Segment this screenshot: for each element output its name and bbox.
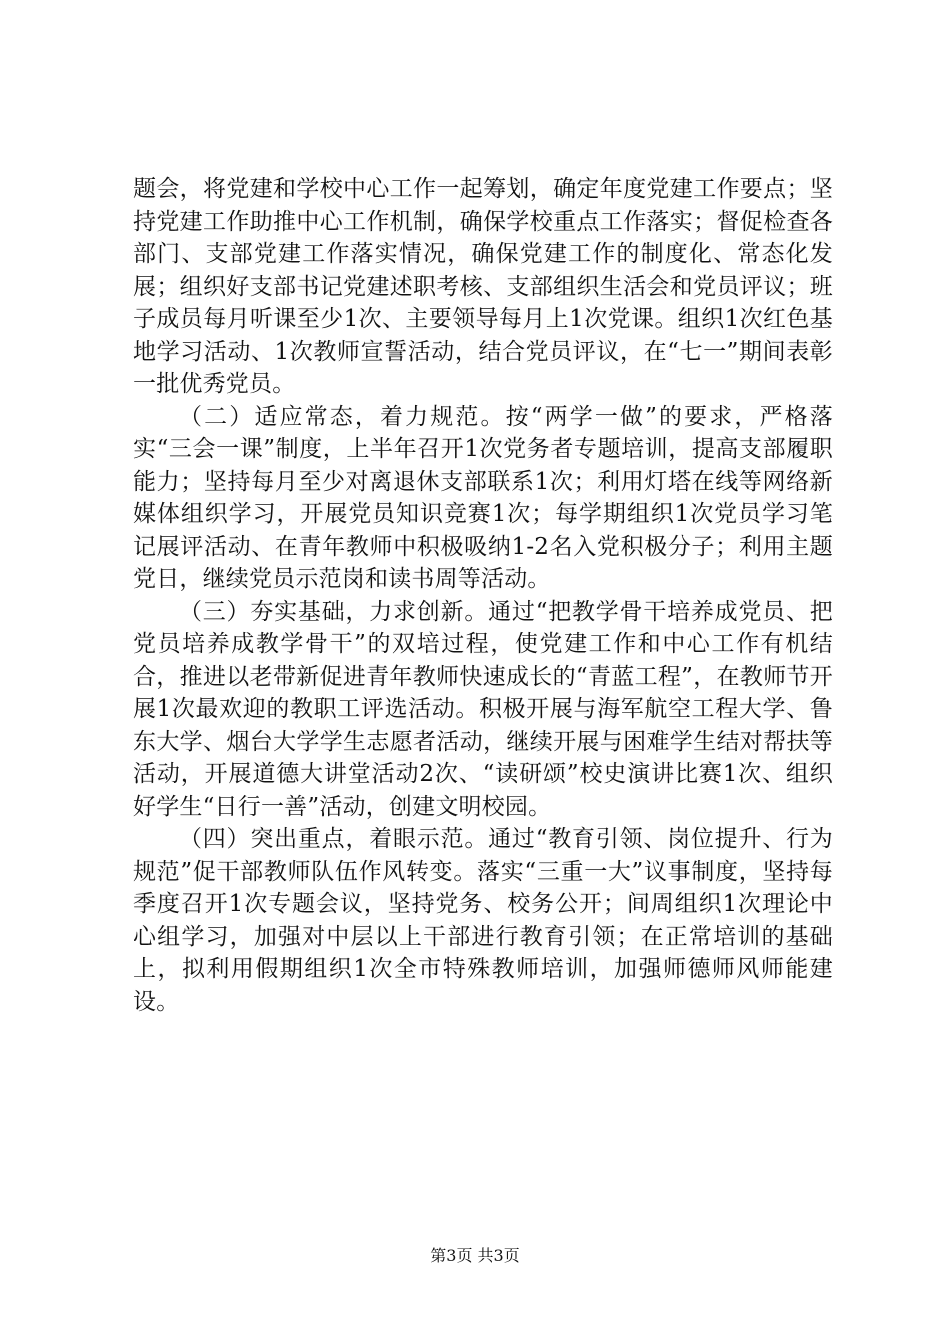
paragraph-section-2: （二）适应常态，着力规范。按“两学一做”的要求，严格落实“三会一课”制度，上半年召开1次党务者专题培训，提高支部履职能力；坚持每月至少对离退休支部联系1次；利用灯塔在线等网络新媒体组织学习，开展党员知识竞赛1次；每学期组织1次党员学习笔记展评活动、在青年教师中积极吸纳1-2名入党积极分子；利用主题党日，继续党员示范岗和读书周等活动。 [133, 403, 833, 592]
paragraph-section-3: （三）夯实基础，力求创新。通过“把教学骨干培养成党员、把党员培养成教学骨干”的双培过程，使党建工作和中心工作有机结合，推进以老带新促进青年教师快速成长的“青蓝工程”，在教师节开展1次最欢迎的教职工评选活动。积极开展与海军航空工程大学、鲁东大学、烟台大学学生志愿者活动，继续开展与困难学生结对帮扶等活动，开展道德大讲堂活动2次、“读研颂”校史演讲比赛1次、组织好学生“日行一善”活动，创建文明校园。 [133, 598, 833, 820]
paragraph-section-4: （四）突出重点，着眼示范。通过“教育引领、岗位提升、行为规范”促干部教师队伍作风转变。落实“三重一大”议事制度，坚持每季度召开1次专题会议，坚持党务、校务公开；间周组织1次理论中心组学习，加强对中层以上干部进行教育引领；在正常培训的基础上，拟利用假期组织1次全市特殊教师培训，加强师德师风师能建设。 [133, 826, 833, 1015]
document-body [133, 173, 833, 1018]
paragraph-continuation: 题会，将党建和学校中心工作一起筹划，确定年度党建工作要点；坚持党建工作助推中心工作机制，确保学校重点工作落实；督促检查各部门、支部党建工作落实情况，确保党建工作的制度化、常态化发展；组织好支部书记党建述职考核、支部组织生活会和党员评议；班子成员每月听课至少1次、主要领导每月上1次党课。组织1次红色基地学习活动、1次教师宣誓活动，结合党员评议，在“七一”期间表彰一批优秀党员。 [133, 176, 833, 397]
page-number-footer: 第3页 共3页 [430, 1246, 520, 1265]
